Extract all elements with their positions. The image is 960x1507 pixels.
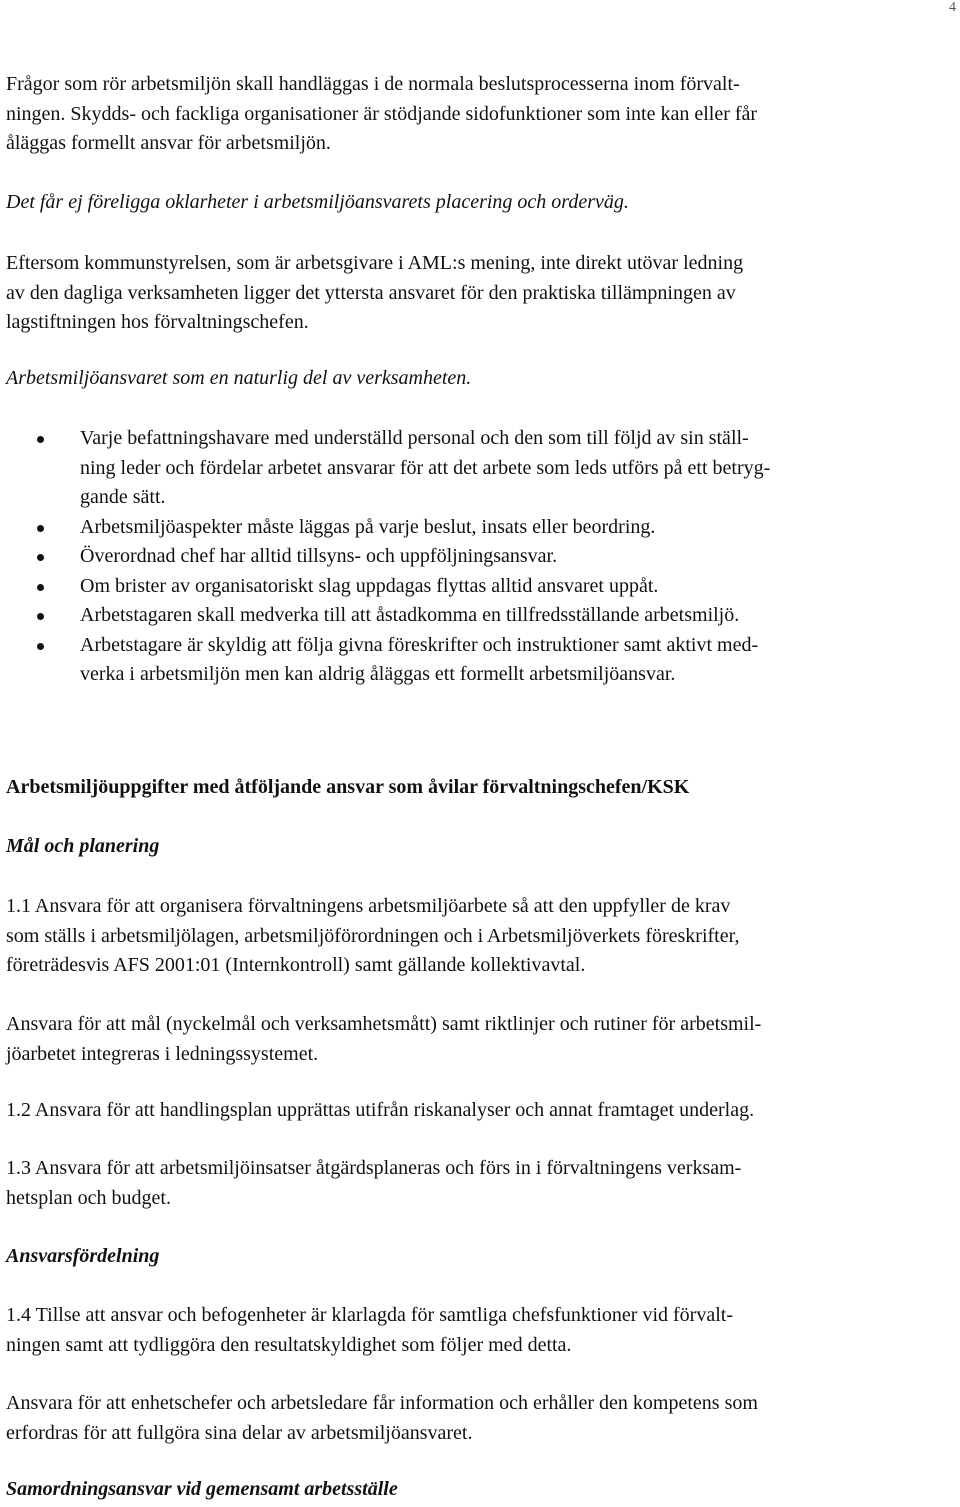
- paragraph-1-4: [6, 1301, 733, 1360]
- paragraph-goals: [6, 1010, 761, 1069]
- bullet-icon: [37, 525, 44, 532]
- text-line: 1.3 Ansvara för att arbetsmiljöinsatser åtgärdsplaneras och förs in i förvaltningens verksam-: [6, 1157, 742, 1179]
- paragraph-1-2: 1.2 Ansvara för att handlingsplan upprättas utifrån riskanalyser och annat framtaget underlag.: [6, 1099, 755, 1121]
- bullet-icon: [37, 584, 44, 591]
- section-heading: Arbetsmiljöuppgifter med åtföljande ansvar som åvilar förvaltningschefen/KSK: [6, 776, 690, 798]
- list-item: [0, 424, 770, 513]
- natural-part-heading: Arbetsmiljöansvaret som en naturlig del av verksamheten.: [6, 367, 472, 389]
- text-line: Arbetstagare är skyldig att följa givna föreskrifter och instruktioner samt aktivt med-: [80, 633, 759, 656]
- subheading-coordination: Samordningsansvar vid gemensamt arbetsställe: [6, 1478, 398, 1500]
- list-item: [0, 572, 770, 602]
- bullet-icon: [37, 613, 44, 620]
- text-line: Arbetsmiljöaspekter måste läggas på varje beslut, insats eller beordring.: [80, 515, 656, 538]
- text-line: som ställs i arbetsmiljölagen, arbetsmiljöförordningen och i Arbetsmiljöverkets föreskrifter,: [6, 924, 740, 947]
- subheading-responsibility: Ansvarsfördelning: [6, 1245, 160, 1267]
- text-line: hetsplan och budget.: [6, 1186, 171, 1209]
- text-line: Ansvara för att mål (nyckelmål och verksamhetsmått) samt riktlinjer och rutiner för arbetsmil-: [6, 1013, 762, 1035]
- text-line: Eftersom kommunstyrelsen, som är arbetsgivare i AML:s mening, inte direkt utövar ledning: [6, 252, 744, 274]
- text-line: av den dagliga verksamheten ligger det yttersta ansvaret för den praktiska tillämpningen av: [6, 281, 736, 304]
- bullet-icon: [37, 436, 44, 443]
- text-line: verka i arbetsmiljön men kan aldrig åläggas ett formellt arbetsmiljöansvar.: [80, 663, 676, 685]
- bullet-icon: [37, 554, 44, 561]
- bullet-icon: [37, 643, 44, 650]
- text-line: Om brister av organisatoriskt slag uppdagas flyttas alltid ansvaret uppåt.: [80, 574, 659, 597]
- paragraph-1-1: [6, 892, 739, 981]
- text-line: åläggas formellt ansvar för arbetsmiljön.: [6, 132, 331, 154]
- text-line: ningen. Skydds- och fackliga organisationer är stödjande sidofunktioner som inte kan eller får: [6, 102, 758, 125]
- text-line: Varje befattningshavare med underställd personal och den som till följd av sin ställ-: [80, 427, 749, 449]
- responsibility-bullet-list: [0, 424, 770, 690]
- paragraph-1-3: [6, 1154, 741, 1213]
- text-line: ning leder och fördelar arbetet ansvarar för att det arbete som leds utförs på ett betryg-: [80, 456, 771, 479]
- text-line: 1.1 Ansvara för att organisera förvaltningens arbetsmiljöarbete så att den uppfyller de krav: [6, 895, 731, 917]
- list-item: [0, 513, 770, 543]
- text-line: företrädesvis AFS 2001:01 (Internkontroll) samt gällande kollektivavtal.: [6, 954, 586, 976]
- text-line: ningen samt att tydliggöra den resultatskyldighet som följer med detta.: [6, 1333, 572, 1356]
- text-line: 1.4 Tillse att ansvar och befogenheter är klarlagda för samtliga chefsfunktioner vid förvalt-: [6, 1304, 733, 1326]
- text-line: lagstiftningen hos förvaltningschefen.: [6, 311, 309, 333]
- paragraph-unit-heads: [6, 1389, 758, 1448]
- intro-paragraph: [6, 70, 757, 159]
- text-line: gande sätt.: [80, 486, 166, 508]
- list-item: [0, 542, 770, 572]
- text-line: Ansvara för att enhetschefer och arbetsledare får information och erhåller den kompetens som: [6, 1392, 758, 1414]
- text-line: Arbetstagaren skall medverka till att åstadkomma en tillfredsställande arbetsmiljö.: [80, 604, 740, 626]
- text-line: erfordras för att fullgöra sina delar av arbetsmiljöansvaret.: [6, 1421, 473, 1444]
- employer-paragraph: [6, 249, 743, 338]
- subheading-goals: Mål och planering: [6, 835, 160, 857]
- page-number: 4: [949, 0, 956, 15]
- ambiguity-statement: Det får ej föreligga oklarheter i arbetsmiljöansvarets placering och orderväg.: [6, 191, 629, 213]
- list-item: [0, 631, 770, 690]
- list-item: [0, 601, 770, 631]
- text-line: Frågor som rör arbetsmiljön skall handläggas i de normala beslutsprocesserna inom förvalt-: [6, 73, 740, 95]
- text-line: jöarbetet integreras i ledningssystemet.: [6, 1042, 319, 1065]
- text-line: Överordnad chef har alltid tillsyns- och uppföljningsansvar.: [80, 545, 558, 567]
